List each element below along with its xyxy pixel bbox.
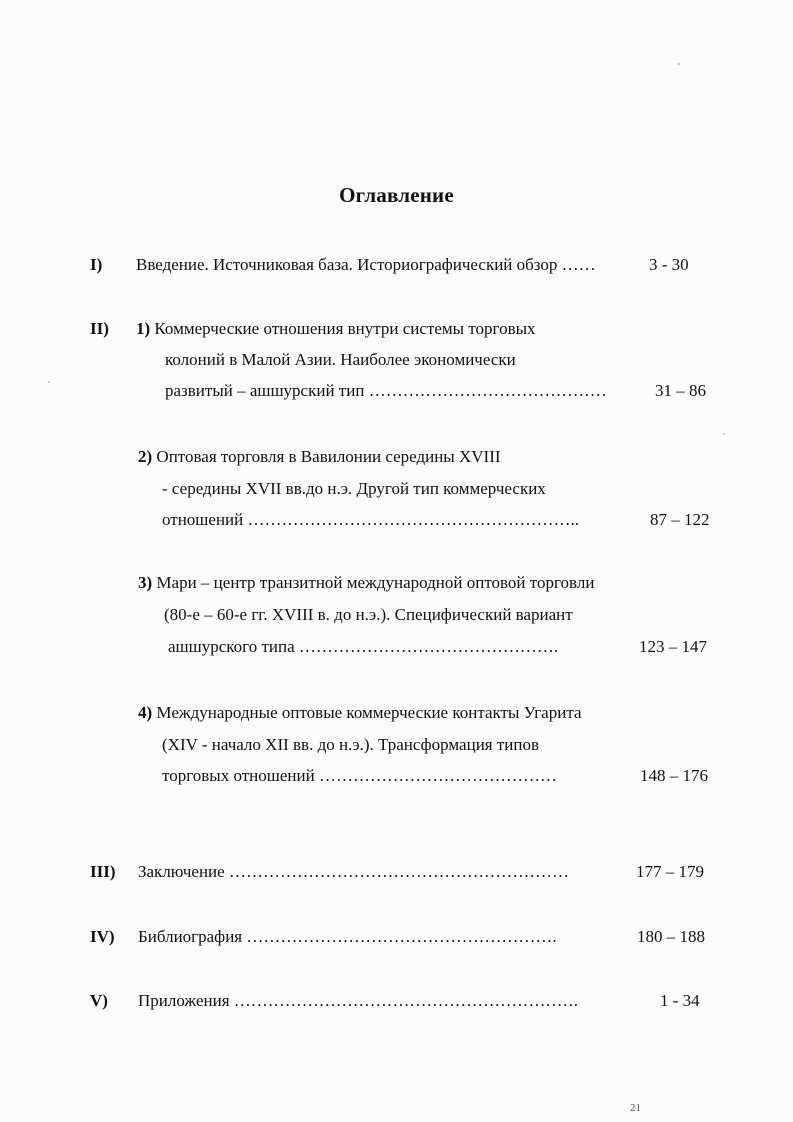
- subentry-number: 3): [138, 573, 153, 592]
- subentry-text: Оптовая торговля в Вавилонии середины XVIII: [156, 447, 501, 466]
- toc-page-range: 123 – 147: [639, 637, 707, 656]
- toc-subentry-2-line-2: - середины XVII вв.до н.э. Другой тип коммерческих: [162, 479, 546, 498]
- scan-speck: [678, 63, 680, 65]
- scan-speck: [723, 433, 725, 435]
- toc-page-range: 180 – 188: [637, 927, 705, 946]
- subentry-text: торговых отношений: [162, 766, 315, 785]
- toc-entry-conclusion: [138, 862, 569, 882]
- section-numeral-3: III): [90, 862, 116, 881]
- toc-subentry-2-line-3: [162, 510, 579, 530]
- toc-leader-dots: ……………………………………: [368, 381, 607, 400]
- toc-subentry-1-line-2: колоний в Малой Азии. Наиболее экономически: [165, 350, 516, 369]
- subentry-text: Международные оптовые коммерческие контакты Угарита: [156, 703, 582, 722]
- toc-page-range: 3 - 30: [649, 255, 689, 274]
- toc-subentry-3-line-2: (80-е – 60-е гг. XVIII в. до н.э.). Специфический вариант: [164, 605, 573, 624]
- toc-page-range: 148 – 176: [640, 766, 708, 785]
- toc-page-range: 1 - 34: [660, 991, 700, 1010]
- subentry-text: Коммерческие отношения внутри системы торговых: [154, 319, 536, 338]
- toc-page-range: 177 – 179: [636, 862, 704, 881]
- toc-entry-title: Заключение: [138, 862, 225, 881]
- toc-leader-dots: …………………………………………………..: [247, 510, 579, 529]
- page-title: Оглавление: [339, 183, 454, 207]
- toc-subentry-4-line-3: [162, 766, 557, 786]
- toc-entry-bibliography: [138, 927, 557, 947]
- toc-entry-title: Библиография: [138, 927, 243, 946]
- toc-leader-dots: ……………………………………….: [298, 637, 559, 656]
- subentry-text: развитый – ашшурский тип: [165, 381, 365, 400]
- toc-leader-dots: …………………………………………………….: [233, 991, 579, 1010]
- toc-entry-introduction: [136, 255, 596, 275]
- section-numeral-4: IV): [90, 927, 115, 946]
- toc-subentry-4-line-1: [138, 703, 582, 723]
- toc-subentry-1-line-1: [136, 319, 536, 339]
- toc-subentry-1-line-3: [165, 381, 607, 401]
- toc-subentry-3-line-1: [138, 573, 594, 593]
- toc-entry-appendices: [138, 991, 578, 1011]
- toc-leader-dots: ……………………………………………………: [228, 862, 569, 881]
- scan-speck: [48, 381, 50, 383]
- toc-subentry-2-line-1: [138, 447, 501, 467]
- toc-subentry-4-line-2: (XIV - начало XII вв. до н.э.). Трансформация типов: [162, 735, 540, 754]
- toc-leader-dots: ……: [561, 255, 596, 274]
- toc-page-range: 31 – 86: [655, 381, 706, 400]
- subentry-number: 2): [138, 447, 157, 466]
- subentry-text: отношений: [162, 510, 244, 529]
- section-numeral-5: V): [90, 991, 108, 1010]
- toc-page-range: 87 – 122: [650, 510, 710, 529]
- subentry-number: 4): [138, 703, 153, 722]
- toc-leader-dots: ……………………………………: [318, 766, 557, 785]
- section-numeral-1: I): [90, 255, 103, 274]
- toc-entry-title: Приложения: [138, 991, 230, 1010]
- subentry-text: Мари – центр транзитной международной оптовой торговли: [156, 573, 595, 592]
- page-corner-mark: 21: [630, 1102, 641, 1114]
- toc-entry-title: Введение. Источниковая база. Историографический обзор: [136, 255, 558, 274]
- section-numeral-2: II): [90, 319, 109, 338]
- toc-leader-dots: ……………………………………………….: [246, 927, 557, 946]
- subentry-number: 1): [136, 319, 151, 338]
- subentry-text: ашшурского типа: [168, 637, 295, 656]
- toc-subentry-3-line-3: [168, 637, 558, 657]
